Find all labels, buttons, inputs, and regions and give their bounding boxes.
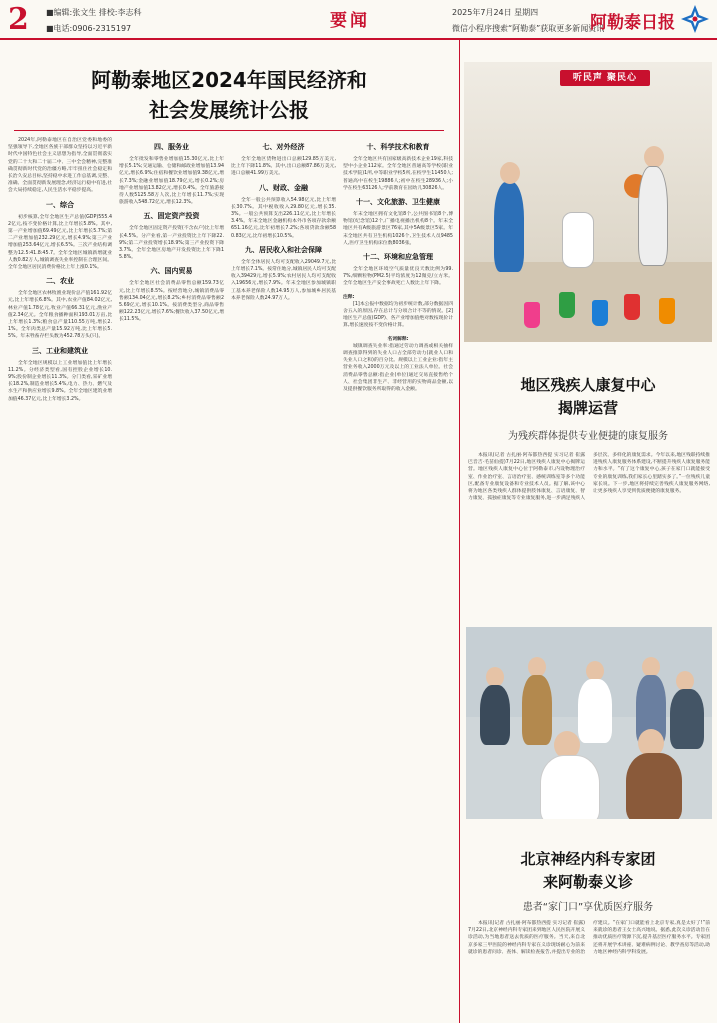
section-heading: 十二、环境和应急管理 <box>363 253 433 262</box>
section-heading: 十一、文化旅游、卫生健康 <box>356 198 440 207</box>
newspaper-logo: 阿勒泰日报 <box>590 13 675 33</box>
section-heading: 十、科学技术和教育 <box>366 143 430 151</box>
phone-line: ■电话:0906-2315197 <box>46 24 132 33</box>
feature-title-line2: 揭牌运营 <box>557 399 618 417</box>
notes-text: [1]本公报中数据均为初步统计数,部分数据因四舍五入的原因,存在总计与分项合计不等的情况。[2]地区生产总值(GDP)、各产业增加值绝对数按现价计算,增长速度按不变价格计算。 <box>343 301 453 329</box>
feature-body <box>468 452 710 620</box>
column-divider <box>459 40 460 1023</box>
section-heading: 七、对外经济 <box>262 143 305 151</box>
section-text: 全年全地区农林牧渔业现价总产值161.92亿元,比上年增长6.8%。其中,农业产值84.02亿元,林业产值1.78亿元,牧业产值66.31亿元,渔业产值2.34亿元。全年粮食播种面积193.01万亩,比上年增长1.3%;粮食总产量110.55万吨,增长2.1%。全年肉类总产量15.92万吨,比上年增长5.5%。年末牲畜存栏头数为452.78万头(只)。 <box>8 291 112 340</box>
feature-subtitle: 为残疾群体提供专业便捷的康复服务 <box>508 431 668 442</box>
article-column-1 <box>8 137 112 1017</box>
title-rule <box>14 130 444 131</box>
section-heading: 三、工业和建筑业 <box>32 346 88 355</box>
article-intro: 2024年,阿勒泰地区在自治区党委和地委的坚强领导下,全地区各族干部群众坚持以习近平新时代中国特色社会主义思想为指导,全面贯彻落实党的二十大和二十届二中、三中全会精神,完整准确贯彻新时代党的治疆方略,牢牢扭住社会稳定和长治久安总目标,坚持稳中求进工作总基调,完整、准确、全面贯彻新发展理念,经济运行稳中有进,社会大局持续稳定,人民生活水平稳步提高。 <box>8 138 112 194</box>
feature-body-text: 本报讯(记者 古扎丽·阿布都热西提 实习记者 崔露 巴音吉·毛苗仙提)7月22日,地区残疾人康复中心揭牌运营。地区残疾人康复中心位于阿勒泰市,内设物理治疗室、作业治疗室、言语治疗室、感统训练室等多个功能区,配备专业康复设备和专业技术人员。据了解,该中心将为地区各类残疾人群体提供肢体康复、言语康复、智力康复、孤独症康复等专业康复服务,进一步满足残疾人多层次、多样化的康复需求。今年以来,地区残联持续推进残疾人康复服务体系建设,不断提升残疾人康复服务能力和水平。“有了这个康复中心,孩子在家门口就能接受专业的康复训练,我们家长心里踏实多了。”一位残疾儿童家长说。下一步,地区将持续完善残疾人康复服务网络,让更多残疾人享受到优质便捷的康复服务。 <box>468 453 710 502</box>
article2-subtitle: 患者“家门口”享优质医疗服务 <box>522 902 654 913</box>
section-text: 全年全体居民人均可支配收入29049.7元,比上年增长7.1%。按常住地分,城镇居民人均可支配收入39429元,增长5.9%;农村居民人均可支配收入19656元,增长7.9%。年末全地区参加城镇职工基本养老保险人数14.95万人,参加城乡居民基本养老保险人数24.97万人。 <box>231 259 336 301</box>
rehab-photo <box>464 62 712 342</box>
section-heading: 一、综合 <box>46 200 74 209</box>
section-name: 要闻 <box>330 11 370 31</box>
article-column-4 <box>343 137 453 1017</box>
page-header <box>0 0 717 40</box>
column-tag: 听民声 聚民心 <box>560 70 650 86</box>
section-heading: 五、固定资产投资 <box>143 212 200 221</box>
wechat-note: 微信小程序搜索“阿勒泰”获取更多新闻资讯 <box>452 24 605 33</box>
editors-line: ■编辑:张文生 排校:李志科 <box>46 8 142 17</box>
article2-body <box>468 920 710 1018</box>
issue-date: 2025年7月24日 星期四 <box>452 8 539 17</box>
section-text: 全年全地区环境空气质量优良天数比例为99.7%,细颗粒物(PM2.5)平均浓度为12微克/立方米。全年全地区生产安全事故死亡人数比上年下降。 <box>343 267 453 287</box>
clinic-photo <box>466 627 712 819</box>
main-title-line2: 社会发展统计公报 <box>149 98 309 122</box>
article-column-2 <box>119 137 224 1017</box>
section-heading: 四、服务业 <box>154 143 189 151</box>
article2-title-line2: 来阿勒泰义诊 <box>542 873 633 891</box>
article-column-3 <box>231 137 336 1017</box>
glossary-text: 城镇调查失业率:指通过劳动力调查或相关抽样调查推算得到的失业人口占全部劳动力(就业人口和失业人口之和)的百分比。规模以上工业企业:指年主营业务收入2000万元及以上的工业法人单位。社会消费品零售总额:指企业(单位)通过交易直接售给个人、社会集团非生产、非经营用的实物商品金额,以及提供餐饮服务所取得的收入金额。 <box>343 343 453 393</box>
section-text: 全年一般公共预算收入54.98亿元,比上年增长30.7%。其中税收收入29.80亿元,增长35.3%。一般公共预算支出226.11亿元,比上年增长3.4%。年末全地区金融机构本外币各项存款余额651.16亿元,比年初增长7.2%;各项贷款余额580.83亿元,比年初增长10.5%。 <box>231 197 336 239</box>
section-text: 全年全地区货物进出口总额129.85万美元,比上年下降11.8%。其中,出口总额87.86万美元,进口总额41.99万美元。 <box>231 157 336 177</box>
section-heading: 二、农业 <box>46 277 74 286</box>
feature-title-line1: 地区残疾人康复中心 <box>520 376 656 394</box>
glossary-label: 名词解释: <box>387 336 409 342</box>
section-heading: 九、居民收入和社会保障 <box>245 245 322 254</box>
section-heading: 六、国内贸易 <box>150 267 193 276</box>
main-title-line1: 阿勒泰地区2024年国民经济和 <box>91 68 367 92</box>
article2-title-line1: 北京神经内科专家团 <box>520 850 656 868</box>
section-text: 年末全地区拥有文化馆8个,公共图书馆8个,博物馆(纪念馆)12个,广播电视播出机构8个。年末全地区共有A级旅游景区76家,其中5A级景区5家。年末全地区共有卫生机构1026个,卫生技术人员9485人,医疗卫生机构床位数8036张。 <box>343 212 453 246</box>
article2-body-text: 本报讯(记者 古扎丽·阿布都热西提 实习记者 崔露)7月22日,北京神经内科专家团来到地区人民医院开展义诊活动,为当地患者送去优质的医疗服务。当天,来自北京多家三甲医院的神经内科专家在义诊现场耐心为前来就诊的患者问诊、查体、解读检查报告,并提出专业的治疗建议。“在家门口就能看上北京专家,真是太好了!”前来就诊的患者王女士高兴地说。据悉,此次义诊活动旨在推动优质医疗资源下沉,提升基层医疗服务水平。专家团还将开展学术讲座、疑难病例讨论、教学查房等活动,助力地区神经内科学科发展。 <box>468 921 710 955</box>
section-text: 全年全地区规模以上工业增加值比上年增长11.2%。分经济类型看,国有控股企业增长10.9%;股份制企业增长11.3%。分门类看,采矿业增长18.2%,制造业增长5.4%,电力、热力、燃气及水生产和供应业增长9.8%。全年全地区建筑业增加值46.37亿元,比上年增长3.2%。 <box>8 360 112 402</box>
section-text: 全年全地区固定资产投资(不含农户)比上年增长4.5%。分产业看,第一产业投资比上年下降22.9%;第二产业投资增长18.9%;第三产业投资下降3.7%。全年全地区房地产开发投资比上年下降15.8%。 <box>119 226 224 261</box>
notes-label: 注释: <box>343 294 355 300</box>
section-text: 全年全地区共有国家级高新技术企业19家,科技型中小企业112家。全年全地区普通高等学校(职业技术学院)1所,中等职业学校5所,在校学生11450人;普通高中在校生19886人;初中在校生28936人;小学在校生63126人;学前教育在园幼儿30826人。 <box>343 157 453 191</box>
emblem-icon <box>680 4 710 34</box>
section-text: 全年批发和零售业增加值15.30亿元,比上年增长5.1%;交通运输、仓储和邮政业增加值13.94亿元,增长6.9%;住宿和餐饮业增加值9.38亿元,增长7.3%;金融业增加值18.79亿元,增长0.2%;房地产业增加值13.82亿元,增长0.4%。全年旅游接待人数5125.58万人次,比上年增长11.7%;实现旅游收入548.72亿元,增长12.3%。 <box>119 157 224 206</box>
section-text: 全年全地区社会消费品零售总额159.73亿元,比上年增长8.5%。按经营地分,城镇消费品零售额134.04亿元,增长8.2%;乡村消费品零售额25.69亿元,增长10.1%。按消费类型分,商品零售额122.23亿元,增长7.6%;餐饮收入37.50亿元,增长11.5%。 <box>119 281 224 323</box>
section-heading: 八、财政、金融 <box>259 183 308 192</box>
section-text: 初步核算,全年全地区生产总值(GDP)555.42亿元,按不变价格计算,比上年增长5.8%。其中,第一产业增加值69.49亿元,比上年增长5.7%;第二产业增加值232.29亿元,增长4.9%;第三产业增加值253.64亿元,增长6.5%。三次产业结构调整为12.5:41.8:45.7。全年全地区城镇新增就业人数0.82万人,城镇调查失业率控制在合理区间。全年全地区居民消费价格比上年上涨0.1%。 <box>8 214 112 271</box>
page-number: 2 <box>8 2 29 37</box>
